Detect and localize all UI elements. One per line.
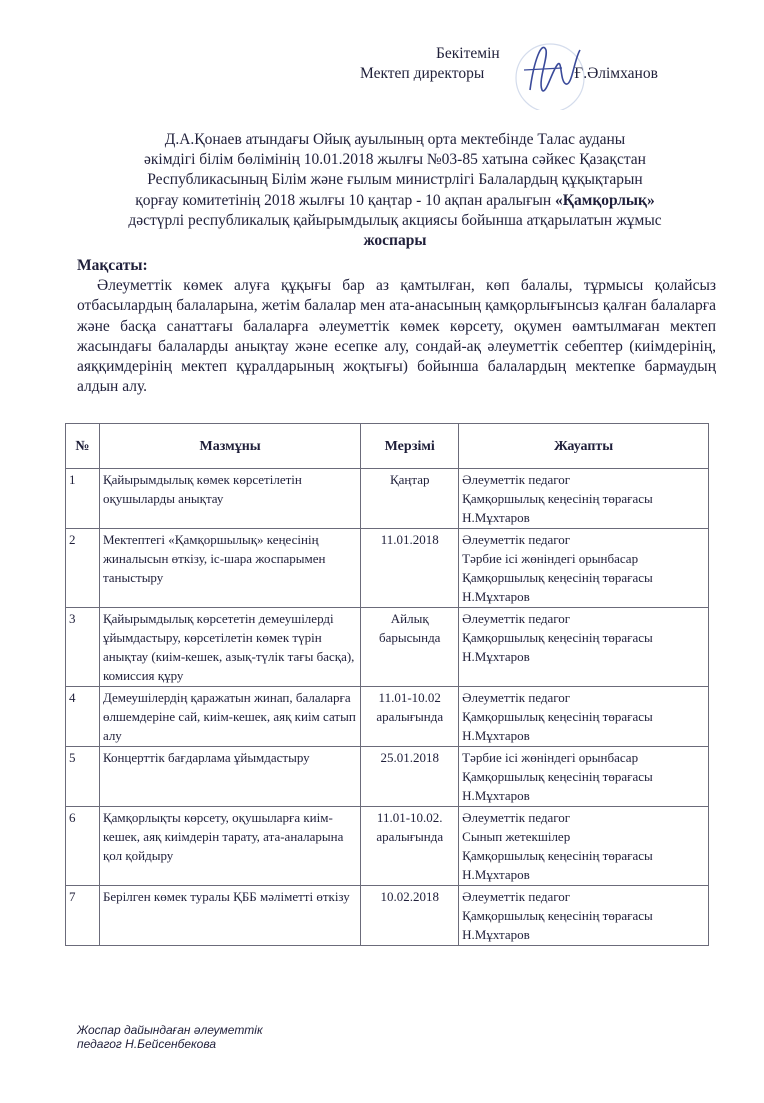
- prepared-by-line: педагог Н.Бейсенбекова: [77, 1037, 217, 1051]
- row-responsible: [459, 807, 709, 886]
- table-row: [66, 807, 709, 886]
- responsible-line: Қамқоршылық кеңесінің төрағасы: [462, 491, 653, 506]
- responsible-line: Қамқоршылық кеңесінің төрағасы: [462, 908, 653, 923]
- document-title: [70, 130, 720, 251]
- row-number: 3: [66, 608, 100, 687]
- signature-stamp: [500, 30, 600, 110]
- responsible-line: Қамқоршылық кеңесінің төрағасы: [462, 709, 653, 724]
- row-number: 4: [66, 687, 100, 747]
- row-date: Қаңтар: [361, 469, 459, 529]
- title-line: қорғау комитетінің 2018 жылғы 10 қаңтар - 10 ақпан аралығын «Қамқорлық»: [135, 191, 655, 209]
- row-content: Қайырымдылық көмек көрсетілетін оқушыларды анықтау: [99, 469, 360, 529]
- row-responsible: [459, 687, 709, 747]
- responsible-line: Н.Мұхтаров: [462, 867, 530, 882]
- responsible-line: Тәрбие ісі жөніндегі орынбасар: [462, 750, 639, 765]
- header-responsible: Жауапты: [459, 424, 709, 469]
- approval-title: Бекітемін: [436, 45, 500, 62]
- row-date: 11.01-10.02. аралығында: [361, 807, 459, 886]
- responsible-line: Әлеуметтік педагог: [462, 810, 571, 825]
- header-content: Мазмұны: [99, 424, 360, 469]
- row-content: Берілген көмек туралы ҚББ мәліметті өткізу: [99, 886, 360, 946]
- row-number: 2: [66, 529, 100, 608]
- responsible-line: Әлеуметтік педагог: [462, 690, 571, 705]
- header-number: №: [66, 424, 100, 469]
- row-responsible: [459, 608, 709, 687]
- responsible-line: Тәрбие ісі жөніндегі орынбасар: [462, 551, 639, 566]
- responsible-line: Әлеуметтік педагог: [462, 472, 571, 487]
- row-responsible: [459, 886, 709, 946]
- responsible-line: Қамқоршылық кеңесінің төрағасы: [462, 630, 653, 645]
- responsible-line: Әлеуметтік педагог: [462, 532, 571, 547]
- row-content: Қамқорлықты көрсету, оқушыларға киім-кешек, аяқ киімдерін тарату, ата-аналарына қол қойдыру: [99, 807, 360, 886]
- table-row: [66, 687, 709, 747]
- row-date: 11.01.2018: [361, 529, 459, 608]
- campaign-name: «Қамқорлық»: [555, 191, 655, 209]
- responsible-line: Н.Мұхтаров: [462, 788, 530, 803]
- row-content: Қайырымдылық көрсететін демеушілерді ұйымдастыру, көрсетілетін көмек түрін анықтау (киім-кешек, азық-түлік тағы басқа), комиссия құру: [99, 608, 360, 687]
- row-responsible: [459, 529, 709, 608]
- responsible-line: Қамқоршылық кеңесінің төрағасы: [462, 769, 653, 784]
- row-number: 5: [66, 747, 100, 807]
- row-content: Демеушілердің қаражатын жинап, балаларға өлшемдеріне сай, киім-кешек, аяқ киім сатып алу: [99, 687, 360, 747]
- responsible-line: Н.Мұхтаров: [462, 589, 530, 604]
- row-date: 11.01-10.02 аралығында: [361, 687, 459, 747]
- title-line: Д.А.Қонаев атындағы Ойық ауылының орта мектебінде Талас ауданы: [164, 131, 626, 148]
- row-number: 1: [66, 469, 100, 529]
- title-line: дәстүрлі республикалық қайырымдылық акциясы бойынша атқарылатын жұмыс: [128, 211, 662, 229]
- responsible-line: Н.Мұхтаров: [462, 649, 530, 664]
- row-responsible: [459, 469, 709, 529]
- row-date: 10.02.2018: [361, 886, 459, 946]
- row-number: 7: [66, 886, 100, 946]
- plan-table: [65, 423, 709, 946]
- responsible-line: Әлеуметтік педагог: [462, 889, 571, 904]
- aims-heading: Мақсаты:: [77, 257, 148, 274]
- prepared-by-line: Жоспар дайындаған әлеуметтік: [77, 1023, 263, 1037]
- title-line: Республикасының Білім және ғылым министрлігі Балалардың құқықтарын: [147, 171, 643, 189]
- table-row: [66, 886, 709, 946]
- table-row: [66, 529, 709, 608]
- table-row: [66, 469, 709, 529]
- responsible-line: Сынып жетекшілер: [462, 829, 571, 844]
- approval-name: Ғ.Әлімханов: [574, 65, 658, 82]
- row-content: Мектептегі «Қамқоршылық» кеңесінің жиналысын өткізу, іс-шара жоспарымен таныстыру: [99, 529, 360, 608]
- row-responsible: [459, 747, 709, 807]
- responsible-line: Әлеуметтік педагог: [462, 611, 571, 626]
- header-date: Мерзімі: [361, 424, 459, 469]
- title-line-bold: жоспары: [363, 232, 427, 250]
- table-header-row: [66, 424, 709, 469]
- row-content: Концерттік бағдарлама ұйымдастыру: [99, 747, 360, 807]
- prepared-by: [77, 1023, 263, 1051]
- row-date: 25.01.2018: [361, 747, 459, 807]
- table-row: [66, 608, 709, 687]
- table-row: [66, 747, 709, 807]
- responsible-line: Н.Мұхтаров: [462, 510, 530, 525]
- responsible-line: Қамқоршылық кеңесінің төрағасы: [462, 570, 653, 585]
- responsible-line: Н.Мұхтаров: [462, 728, 530, 743]
- responsible-line: Н.Мұхтаров: [462, 927, 530, 942]
- row-date: Айлық барысында: [361, 608, 459, 687]
- title-line: әкімдігі білім бөлімінің 10.01.2018 жылғы №03-85 хатына сәйкес Қазақстан: [144, 151, 646, 169]
- aims-text: Әлеуметтік көмек алуға құқығы бар аз қамтылған, көп балалы, тұрмысы қолайсыз отбасылардың балаларына, жетім балалар мен ата-анасының қамқорлығынсыз қалған балаларға және басқа санаттағы балаларға әлеуметтік көмек көрсету, оқумен өамтылмаған мектеп жасындағы балаларды анықтау және есепке алу, сондай-ақ әлеуметтік себептер (киімдерінің, аяққимдерінің мектеп құралдарының жоқтығы) бойынша балалардың мектепке бармаудың алдын алу.: [77, 277, 716, 396]
- responsible-line: Қамқоршылық кеңесінің төрағасы: [462, 848, 653, 863]
- approval-position: Мектеп директоры: [360, 65, 485, 82]
- row-number: 6: [66, 807, 100, 886]
